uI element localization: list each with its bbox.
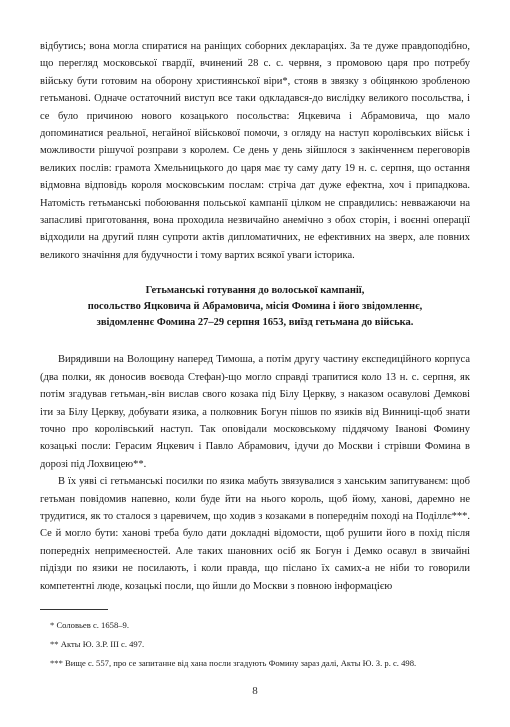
footnote-2: ** Акты Ю. З.Р. III с. 497. xyxy=(50,638,145,649)
page-content xyxy=(40,38,470,675)
heading-line-2: посольство Яцковича й Абрамовича, місія Фомина і його звідомленнє, xyxy=(87,301,423,313)
heading-line-3: звідомленнє Фомина 27–29 серпня 1653, виїзд гетьмана до війська. xyxy=(96,317,414,329)
page-number: 8 xyxy=(252,685,258,697)
heading-line-1: Гетьманські готування до волоської кампанії, xyxy=(145,285,365,297)
footnote-1: * Соловьев с. 1658–9. xyxy=(50,619,129,630)
body-paragraph-1: Вирядивши на Волощину наперед Тимоша, а потім другу частину експедиційного корпуса (два полки, як доносив воєвода Стефан)-що могло справді трапитися коло 13 н. с. серпня, як потім згадував гетьман,-він вислав свого козака під Білу Церкву, з наказом осавулові Демкові іти за Білу Церкву, добувати язика, а полковник Богун пішов по язиків від Винниці-щоб знати точно про королівський наступ. Так оповідали московському піддячому Іванові Фомину козацькі посли: Герасим Яцкевич і Павло Абрамович, ідучи до Москви і стрівши Фомина в дорозі під Лохвицею**. xyxy=(40,354,470,470)
body-paragraph-top: відбутись; вона могла спиратися на раніщих соборних деклараціях. За те дуже правдоподібно, що перегляд московської гвардії, вчинений 28 с. с. червня, з промовою царя про потребу війську бути готовим на оборону християнської віри*, стояв в звязку з обіцянкою зробленою гетьманові. Одначе остаточний виступ все таки одкладався-до вислідку великого посольства, і се було причиною нового козацького посольства: Яцкевича і Абрамовича, що мало допоминатися реальної, негайної військової помочи, з огляду на наступ королівських військ і можливости рішучої розправи з королем. Се день у день зійшлося з закінченнєм переговорів великих послів: грамота Хмельницького до царя має ту саму дату 19 н. с. серпня, що остання відмовна відповідь короля московським послам: стріча дат дуже ефектна, хоч і припадкова. Натомість гетьманські побоювання польської кампанії цілком не справдились: невважаючи на запасливі приготовання, вона проходила незвичайно анемічно з обох сторін, і воєнні операції відходили на другий плян супроти актів дипломатичних, не ефективних на зверх, але повних великого значіння для будучности і тому вартих всякої уваги історика. xyxy=(40,41,470,261)
footnote-3: *** Вище с. 557, про се запитанне від хана посли згадують Фомину зараз далі, Акты Ю. З. р. с. 498. xyxy=(50,657,417,668)
body-paragraph-2: В їх уяві сі гетьманські посилки по язика мабуть звязувалися з ханським запитуванєм: щоб гетьман повідомив напевно, коли буде йти на нього король, щоб йому, ханові, даремно не трудитися, як то сталося з царевичем, що ходив з козаками в попереднім поході на Поділлє***. Се й могло бути: ханові треба було дати докладні відомости, щоб рушити його в похід після попередніх непримеєностей. Але таких шановних осіб як Богун і Демко осавул в звичайні підізди по язики не посилають, і коли правда, що післано їх самих-а не ніби то говорили компетентні люде, козацькі посли, що йшли до Москви з повною інформацією xyxy=(40,476,470,592)
footnote-divider xyxy=(40,609,108,610)
section-heading xyxy=(40,283,470,331)
